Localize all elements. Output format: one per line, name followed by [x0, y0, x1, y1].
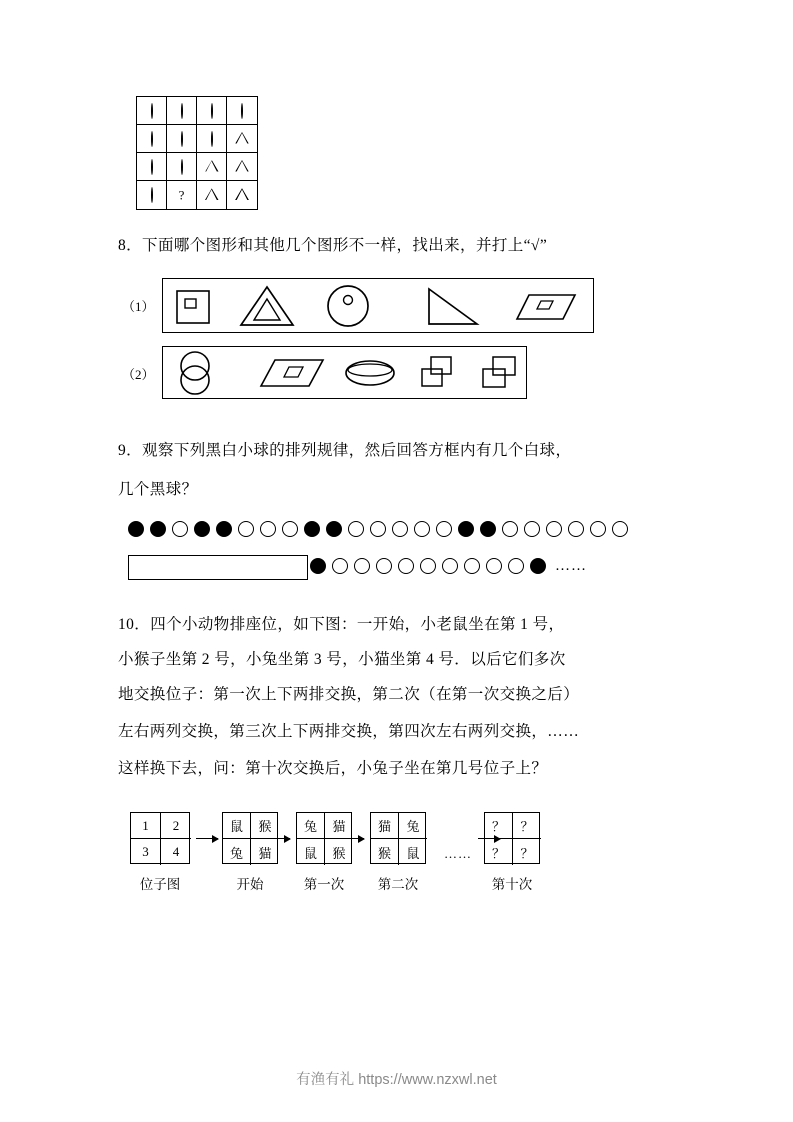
grid-cell — [227, 97, 257, 125]
grid-cell — [197, 181, 227, 209]
q7-pattern-grid — [136, 96, 258, 210]
seat-cell: ？ — [513, 813, 541, 839]
q9-ellipsis: …… — [555, 558, 587, 574]
q10-diagram-tenth — [484, 812, 540, 864]
grid-cell — [167, 153, 197, 181]
seat-cell: 4 — [172, 844, 180, 859]
seat-cell: 猴 — [371, 839, 399, 865]
grid-cell — [137, 153, 167, 181]
grid-cell — [227, 153, 257, 181]
q10-caption-first: 第一次 — [303, 877, 345, 892]
q10-diagram-second — [370, 812, 426, 864]
seat-cell: 1 — [131, 813, 161, 839]
q8-text: 8．下面哪个图形和其他几个图形不一样，找出来，并打上“√” — [118, 237, 548, 254]
seat-cell: ？ — [520, 845, 534, 861]
seat-cell: 兔 — [297, 813, 325, 839]
q10-text-line4: 左右两列交换，第三次上下两排交换，第四次左右两列交换，…… — [118, 723, 580, 740]
grid-cell — [137, 125, 167, 153]
arrow-icon — [268, 838, 290, 839]
q8-row1-box — [162, 278, 594, 333]
q10-text-line1: 10．四个小动物排座位，如下图：一开始，小老鼠坐在第 1 号， — [118, 616, 565, 633]
grid-cell — [197, 97, 227, 125]
grid-cell — [197, 153, 227, 181]
arrow-icon — [342, 838, 364, 839]
q9-text-line2: 几个黑球？ — [118, 481, 198, 498]
q10-caption-tenth: 第十次 — [491, 877, 533, 892]
seat-cell: 鼠 — [406, 845, 420, 861]
seat-cell: ？ — [485, 839, 513, 865]
seat-cell: 兔 — [399, 813, 427, 839]
q8-row1-label: （1） — [122, 299, 155, 314]
grid-cell — [167, 125, 197, 153]
seat-cell: 猴 — [251, 813, 279, 839]
grid-cell — [167, 97, 197, 125]
q10-text-line3: 地交换位子：第一次上下两排交换，第二次（在第一次交换之后） — [118, 686, 580, 703]
seat-cell: 猫 — [325, 813, 353, 839]
seat-cell: 猴 — [332, 845, 346, 861]
q10-text-line2: 小猴子坐第 2 号，小兔坐第 3 号，小猫坐第 4 号．以后它们多次 — [118, 651, 566, 668]
q10-caption-start: 开始 — [236, 877, 264, 892]
q8-row2-label: （2） — [122, 367, 155, 382]
q8-row1-shapes — [163, 279, 595, 334]
q9-text-line1: 9．观察下列黑白小球的排列规律，然后回答方框内有几个白球， — [118, 442, 572, 459]
q9-answer-box[interactable] — [128, 555, 308, 580]
page-footer-watermark: 有渔有礼 https://www.nzxwl.net — [296, 1072, 497, 1088]
seat-cell: 兔 — [223, 839, 251, 865]
seat-cell: 3 — [131, 839, 161, 865]
grid-cell — [227, 181, 257, 209]
q10-caption-seatmap: 位子图 — [139, 877, 181, 892]
seat-cell: 鼠 — [297, 839, 325, 865]
q10-ellipsis: …… — [444, 846, 472, 861]
grid-cell — [137, 181, 167, 209]
seat-cell: 2 — [161, 813, 191, 839]
q8-row2-shapes — [163, 347, 528, 400]
arrow-icon — [196, 838, 218, 839]
grid-cell — [197, 125, 227, 153]
seat-cell: 鼠 — [223, 813, 251, 839]
q10-diagram-seatmap — [130, 812, 190, 864]
seat-cell: 猫 — [258, 845, 272, 861]
q10-caption-second: 第二次 — [377, 877, 419, 892]
q10-text-line5: 这样换下去，问：第十次交换后，小兔子坐在第几号位子上？ — [118, 760, 548, 777]
grid-cell — [227, 125, 257, 153]
grid-cell-question: ? — [167, 181, 197, 209]
q8-row2-box — [162, 346, 527, 399]
seat-cell: ？ — [485, 813, 513, 839]
q9-ball-row-1 — [128, 521, 688, 541]
seat-cell: 猫 — [371, 813, 399, 839]
grid-cell — [137, 97, 167, 125]
